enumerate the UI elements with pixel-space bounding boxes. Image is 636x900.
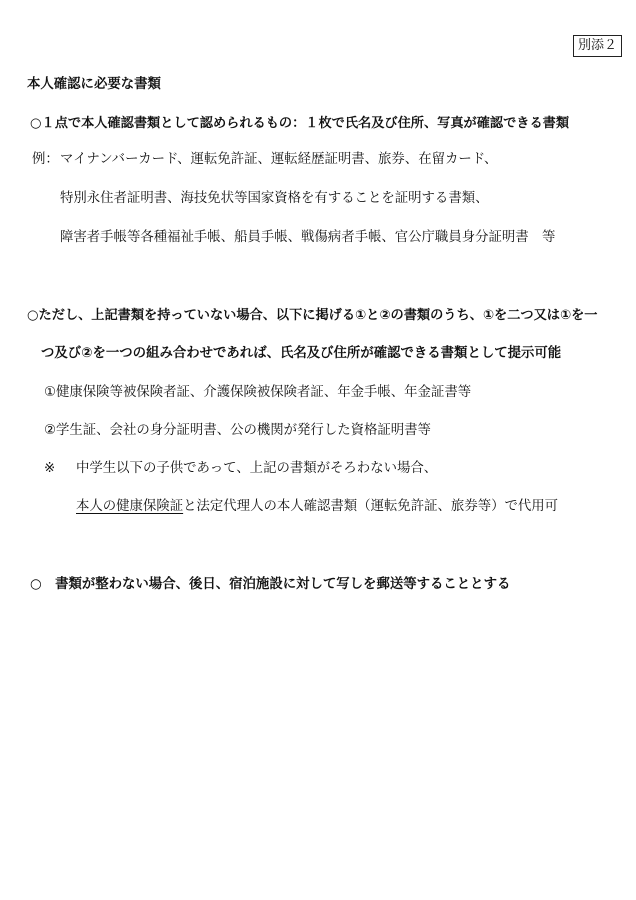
document-title: 本人確認に必要な書類 (27, 77, 161, 92)
section1-example-line: 障害者手帳等各種福祉手帳、船員手帳、戦傷病者手帳、官公庁職員身分証明書 等 (60, 230, 556, 245)
section3-heading: ○ 書類が整わない場合、後日、宿泊施設に対して写しを郵送等することとする (30, 577, 511, 592)
note-mark: ※ (44, 461, 56, 476)
note-substitute-line (76, 498, 558, 516)
section2-item-1: ①健康保険等被保険者証、介護保険被保険者証、年金手帳、年金証書等 (44, 385, 472, 400)
note-line: 中学生以下の子供であって、上記の書類がそろわない場合、 (76, 461, 438, 476)
section2-heading-line: ○ただし、上記書類を持っていない場合、以下に掲げる①と②の書類のうち、①を二つ又は①を一 (27, 308, 598, 323)
section1-heading: ○１点で本人確認書類として認められるもの：１枚で氏名及び住所、写真が確認できる書類 (30, 116, 570, 131)
section2-heading-line: つ及び②を一つの組み合わせであれば、氏名及び住所が確認できる書類として提示可能 (41, 346, 562, 361)
section2-item-2: ②学生証、会社の身分証明書、公の機関が発行した資格証明書等 (44, 423, 431, 438)
note-substitute-rest: と法定代理人の本人確認書類（運転免許証、旅券等）で代用可 (183, 499, 559, 514)
attachment-tag: 別添２ (573, 35, 622, 57)
health-insurance-card-text: 本人の健康保険証 (76, 499, 184, 514)
section1-example-line: 特別永住者証明書、海技免状等国家資格を有することを証明する書類、 (60, 191, 489, 206)
section1-example-line: マイナンバーカード、運転免許証、運転経歴証明書、旅券、在留カード、 (60, 152, 498, 167)
section1-example-prefix: 例： (32, 152, 59, 167)
